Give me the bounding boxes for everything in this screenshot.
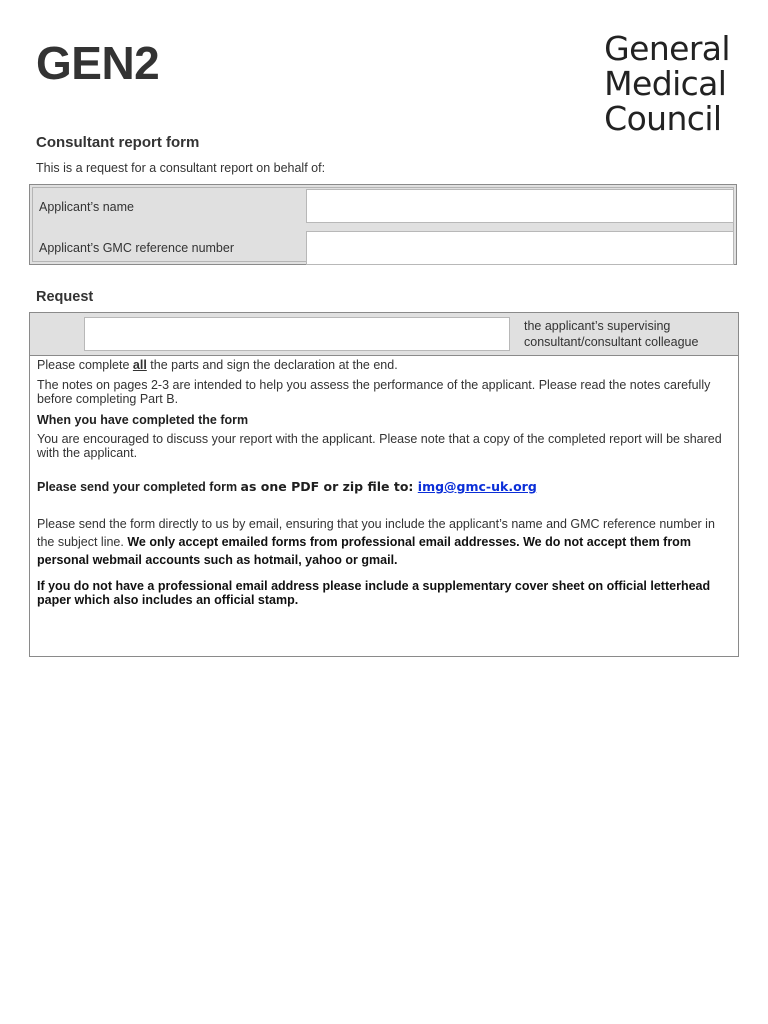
complete-all-instruction xyxy=(37,358,732,372)
applicant-details-box xyxy=(29,184,737,265)
email-link[interactable]: img@gmc-uk.org xyxy=(417,479,537,494)
gmc-reference-field[interactable] xyxy=(306,231,734,265)
send-format: as one PDF or zip file to: xyxy=(240,479,418,494)
notes-paragraph: The notes on pages 2-3 are intended to help you assess the performance of the applicant. Please read the notes carefully before completing Part B. xyxy=(37,378,711,406)
completed-form-subheading: When you have completed the form xyxy=(37,413,249,427)
applicant-name-field[interactable] xyxy=(306,189,734,223)
instructions xyxy=(30,356,738,607)
applicant-details-inner xyxy=(32,187,734,262)
form-title: Consultant report form xyxy=(36,134,200,151)
instruction-text-end: the parts and sign the declaration at the end. xyxy=(146,358,398,372)
all-emphasis: all xyxy=(132,358,147,372)
send-instruction xyxy=(37,480,732,494)
request-box xyxy=(29,312,739,657)
professional-email-warning: We only accept emailed forms from professional email addresses. We do not accept them from personal webmail accounts such as hotmail, yahoo or gmail. xyxy=(37,535,691,567)
document-code: GEN2 xyxy=(36,37,160,89)
discuss-report-paragraph: You are encouraged to discuss your report with the applicant. Please note that a copy of the completed report will be shared with the applicant. xyxy=(37,432,722,460)
gmc-reference-label: Applicant’s GMC reference number xyxy=(39,241,234,255)
letterhead-instruction: If you do not have a professional email address please include a supplementary cover sheet on official letterhead paper which also includes an official stamp. xyxy=(37,579,711,607)
email-requirements-paragraph xyxy=(37,515,732,569)
supervisor-caption: the applicant’s supervising consultant/consultant colleague xyxy=(524,319,699,349)
instruction-text: Please complete xyxy=(37,358,133,372)
intro-text: This is a request for a consultant report on behalf of: xyxy=(36,161,326,175)
send-prefix: Please send your completed form xyxy=(37,480,241,494)
supervisor-name-field[interactable] xyxy=(84,317,510,351)
applicant-name-label: Applicant’s name xyxy=(39,200,134,214)
request-heading: Request xyxy=(36,289,94,305)
logo-line-council: Council xyxy=(604,99,722,138)
gmc-logo xyxy=(604,31,730,136)
logo-line-general: General xyxy=(604,29,730,68)
logo-line-medical: Medical xyxy=(604,64,727,103)
email-requirements-text: Please send the form directly to us by email, ensuring that you include the applicant’s name and GMC reference number in the subject line. xyxy=(37,517,715,549)
supervisor-row xyxy=(30,313,738,356)
